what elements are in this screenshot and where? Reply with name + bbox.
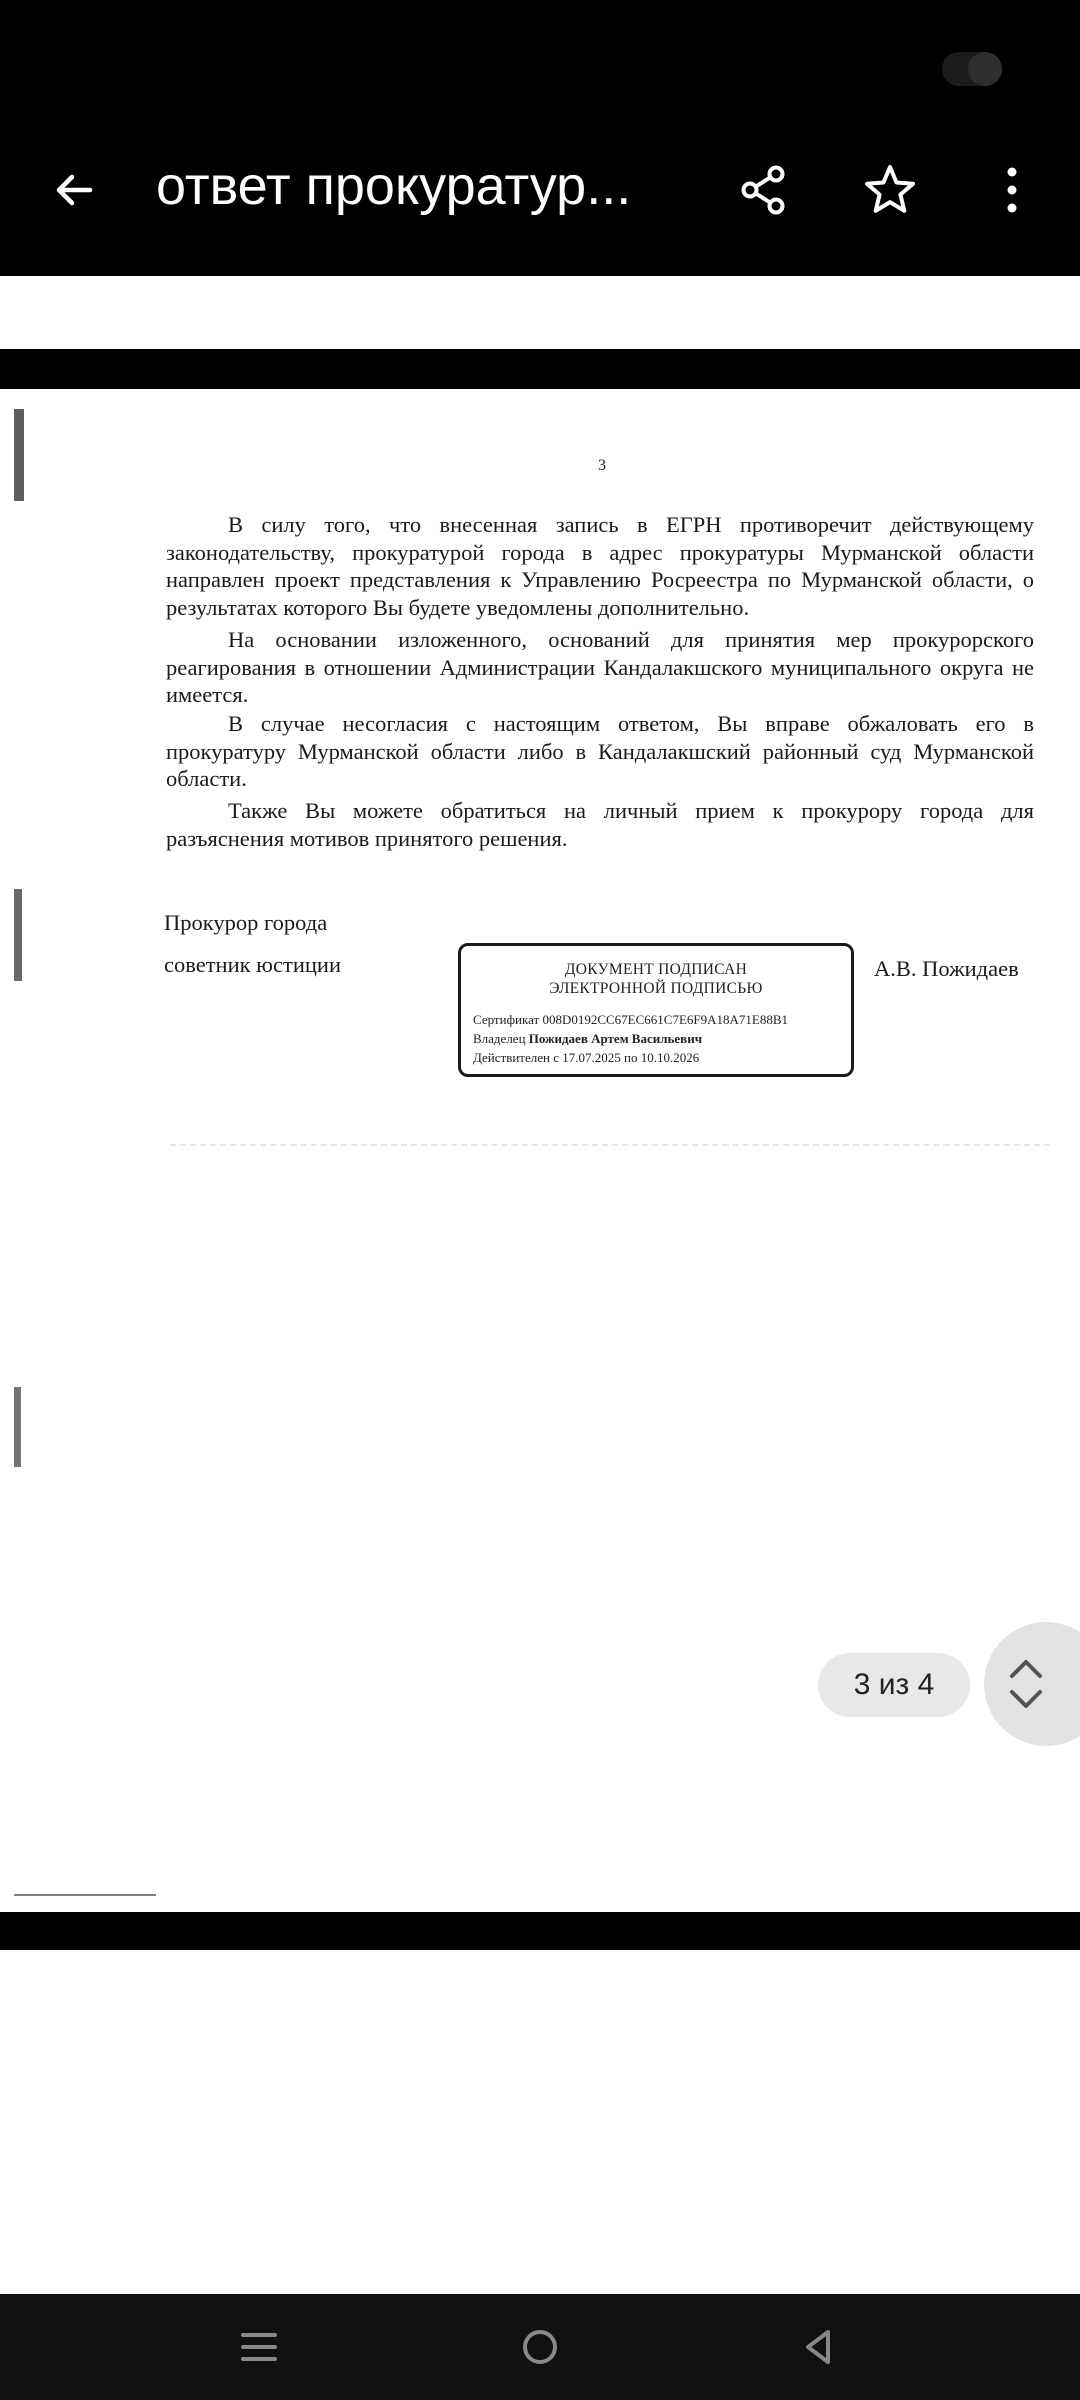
chevron-up-down-icon <box>1006 1656 1046 1712</box>
document-viewer[interactable] <box>0 276 1080 2294</box>
star-outline-icon <box>862 162 918 218</box>
arrow-left-icon <box>50 166 98 214</box>
signer-name: А.В. Пожидаев <box>874 956 1019 981</box>
scan-artifact <box>14 1894 156 1896</box>
home-icon <box>520 2327 560 2367</box>
scan-artifact <box>170 1144 1050 1146</box>
recents-icon <box>239 2327 279 2367</box>
paragraph-3: В случае несогласия с настоящим ответом, Вы вправе обжаловать его в прокуратуру Мурманской области либо в Кандалакшский районный суд Мурманской области. <box>166 711 1034 791</box>
more-options-button[interactable] <box>972 150 1052 230</box>
document-title: ответ прокуратур... <box>156 156 632 216</box>
system-back-button[interactable] <box>778 2312 858 2382</box>
home-button[interactable] <box>500 2312 580 2382</box>
share-button[interactable] <box>724 150 804 230</box>
scan-artifact <box>14 1387 21 1467</box>
paragraph-1: В силу того, что внесенная запись в ЕГРН противоречит действующему законодательству, прокуратурой города в адрес прокуратуры Мурманской области направлен проект представления к Управлению Росреестра по Мурманской области, о результатах которого Вы будете уведомлены дополнительно. <box>166 512 1034 620</box>
back-button[interactable] <box>34 150 114 230</box>
paragraph-2: На основании изложенного, оснований для принятия мер прокурорского реагирования в отношении Администрации Кандалакшского муниципального округа не имеется. <box>166 627 1034 707</box>
app-bar <box>0 0 1080 276</box>
signer-rank: советник юстиции <box>164 952 341 977</box>
recents-button[interactable] <box>219 2312 299 2382</box>
scan-artifact <box>14 409 24 501</box>
stamp-title-line1: ДОКУМЕНТ ПОДПИСАН <box>564 961 748 978</box>
signer-position: Прокурор города <box>164 910 328 935</box>
scan-artifact <box>14 889 22 981</box>
favorite-button[interactable] <box>850 150 930 230</box>
status-indicator <box>942 52 1002 86</box>
system-navigation-bar <box>0 2294 1080 2400</box>
stamp-header <box>461 960 851 998</box>
electronic-signature-stamp <box>458 943 854 1077</box>
stamp-title-line2: ЭЛЕКТРОННОЙ ПОДПИСЬЮ <box>549 980 763 997</box>
back-icon <box>798 2327 838 2367</box>
paragraph-4: Также Вы можете обратиться на личный прием к прокурору города для разъяснения мотивов принятого решения. <box>166 798 1034 851</box>
stamp-certificate: Сертификат 008D0192CC67EC661C7E6F9A18A71E88B1 <box>473 1012 789 1027</box>
share-icon <box>736 162 792 218</box>
stamp-validity: Действителен с 17.07.2025 по 10.10.2026 <box>473 1050 700 1065</box>
page-counter: 3 из 4 <box>818 1653 970 1717</box>
page-separator <box>0 349 1080 389</box>
stamp-owner: Владелец Пожидаев Артем Васильевич <box>473 1031 703 1046</box>
page-separator <box>0 1912 1080 1950</box>
page-number: 3 <box>598 457 606 474</box>
more-vertical-icon <box>1000 164 1024 216</box>
